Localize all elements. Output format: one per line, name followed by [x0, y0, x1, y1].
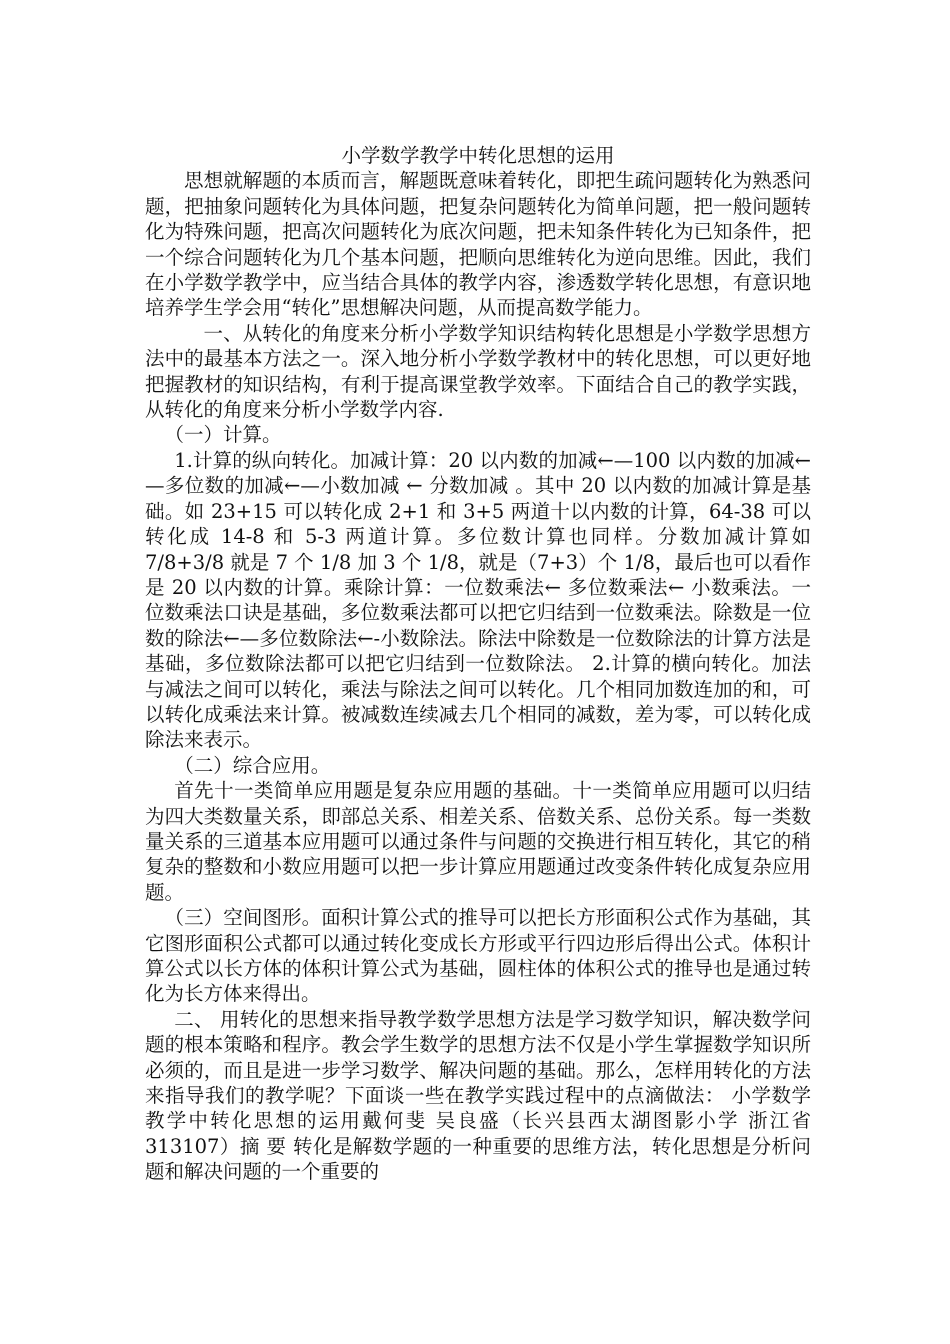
paragraph-intro: 思想就解题的本质而言，解题既意味着转化，即把生疏问题转化为熟悉问题，把抽象问题转化为具体问题，把复杂问题转化为简单问题，把一般问题转化为特殊问题，把高次问题转化为底次问题，把未知条件转化为已知条件，把一个综合问题转化为几个基本问题，把顺向思维转化为逆向思维。因此，我们在小学数学教学中，应当结合具体的教学内容，渗透数学转化思想，有意识地培养学生学会用“转化”思想解决问题，从而提高数学能力。 [145, 169, 811, 320]
paragraph-section-one: 一、从转化的角度来分析小学数学知识结构转化思想是小学数学思想方法中的最基本方法之一。深入地分析小学数学教材中的转化思想，可以更好地把握教材的知识结构，有利于提高课堂教学效率。下面结合自己的教学实践，从转化的角度来分析小学数学内容. [145, 321, 811, 422]
paragraph-applications: 首先十一类简单应用题是复杂应用题的基础。十一类简单应用题可以归结为四大类数量关系，即部总关系、相差关系、倍数关系、总份关系。每一类数量关系的三道基本应用题可以通过条件与问题的交换进行相互转化，其它的稍复杂的整数和小数应用题可以把一步计算应用题通过改变条件转化成复杂应用题。 [145, 779, 811, 904]
document-title: 小学数学教学中转化思想的运用 [341, 144, 615, 167]
paragraph-geometry: （三）空间图形。面积计算公式的推导可以把长方形面积公式作为基础，其它图形面积公式都可以通过转化变成长方形或平行四边形后得出公式。体积计算公式以长方体的体积计算公式为基础，圆柱体的体积公式的推导也是通过转化为长方体来得出。 [145, 906, 811, 1006]
paragraph-section-two: 二、 用转化的思想来指导教学数学思想方法是学习数学知识，解决数学问题的根本策略和程序。教会学生数学的思想方法不仅是小学生掌握数学知识所必须的，而且是进一步学习数学、解决问题的基础。那么，怎样用转化的方法来指导我们的教学呢？下面谈一些在教学实践过程中的点滴做法： 小学数学教学中转化思想的运用戴何斐 吴良盛（长兴县西太湖图影小学 浙江省 313107）摘 要 转化是解数学题的一种重要的思维方法，转化思想是分析问题和解决问题的一个重要的 [145, 1007, 811, 1184]
paragraph-calculation: 1.计算的纵向转化。加减计算：20 以内数的加减←—100 以内数的加减←—多位数的加减←—小数加减 ← 分数加减 。其中 20 以内数的加减计算是基础。如 23+15 可以转化成 2+1 和 3+5 两道十以内数的计算，64-38 可以转化成 14-8 和 5-3 两道计算。多位数计算也同样。分数加减计算如 7/8+3/8 就是 7 个 1/8 加 3 个 1/8，就是（7+3）个 1/8，最后也可以看作是 20 以内数的计算。乘除计算：一位数乘法← 多位数乘法← 小数乘法。一位数乘法口诀是基础，多位数乘法都可以把它归结到一位数乘法。除数是一位数的除法←—多位数除法←-小数除法。除法中除数是一位数除法的计算方法是基础，多位数除法都可以把它归结到一位数除法。 2.计算的横向转化。加法与减法之间可以转化，乘法与除法之间可以转化。几个相同加数连加的和，可以转化成乘法来计算。被减数连续减去几个相同的减数，差为零，可以转化成除法来表示。 [145, 448, 811, 752]
heading-applications: （二）综合应用。 [174, 753, 331, 777]
document-page [145, 143, 811, 1185]
heading-calculation: （一）计算。 [164, 423, 282, 447]
